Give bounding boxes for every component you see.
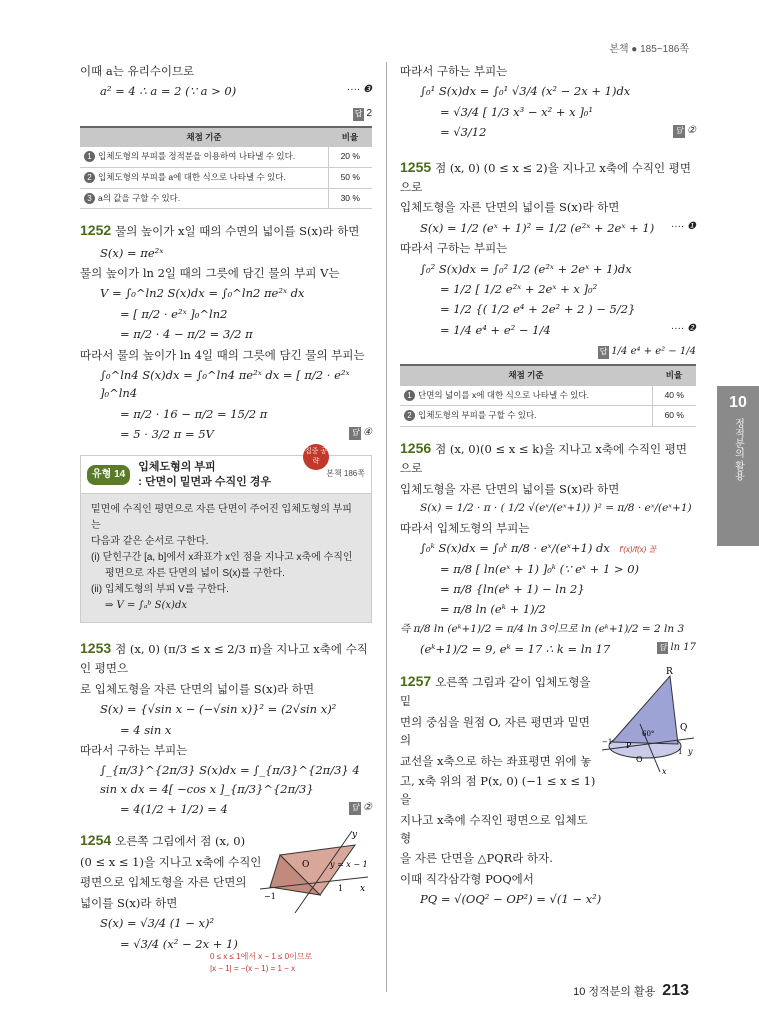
solution-final: (eᵏ+1)/2 = 9, eᵏ = 17 ∴ k = ln 17: [420, 641, 611, 656]
criteria-ratio: 40 %: [652, 386, 696, 406]
problem-1253: [80, 637, 372, 819]
chapter-tab-number: 10: [729, 394, 747, 411]
type-14-body: [81, 494, 371, 622]
fig-origin: O: [302, 859, 310, 870]
problem-text: 면의 중심을 원점 O, 자른 평면과 밑면의: [400, 714, 590, 748]
type-tag: 유형 14: [87, 465, 130, 485]
scoring-table-header-ratio: 비율: [328, 127, 372, 148]
problem-answer: 1/4 e⁴ + e² − 1/4: [611, 346, 696, 358]
criteria-text: 입체도형의 부피를 a에 대한 식으로 나타낼 수 있다.: [98, 171, 286, 182]
solution-line: [400, 321, 696, 339]
answer-badge-icon: 답: [353, 108, 365, 121]
answer-line: [400, 341, 696, 360]
intro-answer-value: 2: [366, 107, 372, 119]
table-row: [400, 386, 696, 406]
fig-o: O: [636, 754, 643, 764]
fig-y: y: [688, 746, 693, 756]
fig-line-label: y = x − 1: [330, 859, 368, 869]
solution-line: ∫₀² S(x)dx = ∫₀² 1/2 (e²ˣ + 2eˣ + 1)dx: [420, 261, 632, 276]
continuation-answer: ②: [687, 125, 696, 137]
solution-line: = π/8 {ln(eᵏ + 1) − ln 2}: [440, 582, 585, 596]
continuation-line: 따라서 구하는 부피는: [400, 64, 508, 78]
type-body-line: ⇒ V = ∫ₐᵇ S(x)dx: [105, 600, 187, 612]
intro-line-1: 이때 a는 유리수이므로: [80, 64, 195, 78]
scoring-table-header-ratio: 비율: [652, 365, 696, 386]
table-row: [80, 147, 372, 167]
fig-x: x: [360, 883, 366, 894]
solution-note: f′(x)/f(x) 꼴: [619, 545, 657, 555]
problem-answer: ②: [363, 802, 372, 814]
problem-text: 물의 높이가 x일 때의 수면의 넓이를 S(x)라 하면: [115, 224, 360, 239]
problem-1254: [80, 829, 372, 974]
problem-text: 교선을 x축으로 하는 좌표평면 위에 놓: [400, 753, 592, 768]
solution-line: V = ∫₀^ln2 S(x)dx = ∫₀^ln2 πe²ˣ dx: [100, 286, 305, 301]
answer-badge-icon: 답: [349, 427, 361, 440]
fig-one: 1: [678, 747, 683, 756]
scoring-table-header-criteria: 채점 기준: [80, 127, 328, 148]
problem-number: 1254: [80, 831, 112, 848]
footer-chapter: 10 정적분의 활용: [573, 986, 656, 998]
chapter-tab-title: 정적분의 활용: [732, 418, 744, 481]
problem-number: 1255: [400, 158, 432, 175]
solution-line: S(x) = πe²ˣ: [100, 245, 164, 260]
fig-r: R: [666, 666, 673, 677]
problem-1256: [400, 437, 696, 658]
type-body-line: 밑면에 수직인 평면으로 자른 단면이 주어진 입체도형의 부피는: [91, 504, 352, 532]
problem-number: 1256: [400, 439, 432, 456]
solution-expr: ∫₀ᵏ S(x)dx = ∫₀ᵏ π/8 · eˣ/(eˣ+1) dx: [420, 541, 610, 556]
answer-badge-icon: 답: [598, 346, 610, 359]
page-number: 213: [662, 982, 689, 999]
fig-x: x: [662, 766, 667, 776]
criteria-text: a의 값을 구할 수 있다.: [98, 192, 181, 203]
intro-equation: a² = 4 ∴ a = 2 (∵ a > 0): [100, 84, 237, 99]
right-column: [400, 62, 696, 911]
continuation-line: [400, 123, 696, 141]
solution-line: [400, 539, 696, 557]
problem-1252: [80, 219, 372, 443]
solution-line: 로 입체도형을 자른 단면의 넓이를 S(x)라 하면: [80, 681, 315, 696]
intro-line-2: [80, 82, 372, 100]
note-line: 0 ≤ x ≤ 1에서 x − 1 ≤ 0이므로: [210, 951, 313, 961]
step-number-icon: 3: [84, 193, 95, 204]
step-number-icon: 2: [84, 172, 95, 183]
continuation-line: = √3/4 [ 1/3 x³ − x² + x ]₀¹: [440, 104, 594, 119]
pyramid-figure: [260, 825, 372, 915]
table-row: [80, 167, 372, 188]
answer-badge-icon: 답: [657, 642, 669, 655]
solution-line: 따라서 구하는 부피는: [400, 241, 508, 256]
solution-line: 따라서 물의 높이가 ln 4일 때의 그릇에 담긴 물의 부피는: [80, 347, 365, 362]
fig-q: Q: [680, 722, 688, 733]
step-mark: ···· ❶: [670, 220, 696, 232]
solution-line: = 4 sin x: [120, 722, 172, 737]
problem-text: 지나고 x축에 수직인 평면으로 입체도형: [400, 812, 588, 846]
solution-line: = [ π/2 · e²ˣ ]₀^ln2: [120, 306, 228, 321]
problem-text: 점 (x, 0)(0 ≤ x ≤ k)을 지나고 x축에 수직인 평면으로: [400, 441, 687, 476]
solution-line: 물의 높이가 ln 2일 때의 그릇에 담긴 물의 부피 V는: [80, 265, 340, 280]
problem-text: 점 (x, 0) (π/3 ≤ x ≤ 2/3 π)을 지나고 x축에 수직인 평면으: [80, 642, 368, 676]
fig-p: P: [626, 740, 632, 750]
chapter-side-tab: [717, 386, 759, 546]
answer-badge-icon: 답: [349, 802, 361, 815]
step-mark: ···· ❷: [670, 322, 696, 334]
problem-1257: [400, 666, 696, 909]
solution-line: [400, 219, 696, 237]
table-row: [80, 188, 372, 209]
header-page-ref: 본책 ● 185~186쪽: [609, 44, 689, 55]
fig-y: y: [352, 829, 358, 840]
solution-expr: = 1/4 e⁴ + e² − 1/4: [440, 322, 551, 337]
problem-number: 1253: [80, 640, 112, 657]
solution-line: = π/2 · 16 − π/2 = 15/2 π: [120, 406, 268, 421]
problem-text: 오른쪽 그림에서 점 (x, 0): [115, 833, 246, 848]
fig-angle: 60°: [642, 729, 655, 738]
type-body-line: 평면으로 자른 단면의 넓이 S(x)를 구한다.: [105, 568, 285, 580]
solution-line: S(x) = {√sin x − (−√sin x)}² = (2√sin x)²: [100, 702, 337, 717]
continuation-line: ∫₀¹ S(x)dx = ∫₀¹ √3/4 (x² − 2x + 1)dx: [420, 84, 631, 99]
problem-text: (0 ≤ x ≤ 1)을 지나고 x축에 수직인: [80, 854, 262, 869]
problem-number: 1252: [80, 222, 112, 239]
continuation-final: = √3/12: [440, 125, 487, 140]
left-column: [80, 62, 372, 974]
problem-text: 평면으로 입체도형을 자른 단면의: [80, 875, 247, 890]
step-number-icon: 2: [404, 410, 415, 421]
problem-answer: ④: [363, 427, 372, 439]
fig-minus-one: −1: [264, 891, 276, 901]
problem-text: 입체도형을 자른 단면의 넓이를 S(x)라 하면: [400, 200, 620, 215]
step-number-icon: 1: [84, 151, 95, 162]
fig-one: 1: [338, 883, 344, 893]
solution-line: 즉 π/8 ln (eᵏ+1)/2 = π/4 ln 3이므로 ln (eᵏ+1)/2 = 2 ln 3: [400, 622, 685, 635]
type-14-box: [80, 448, 372, 623]
solution-note: [210, 951, 370, 977]
scoring-table-1: [80, 126, 372, 209]
solution-line: [400, 640, 696, 658]
problem-text: 고, x축 위의 점 P(x, 0) (−1 ≤ x ≤ 1)을: [400, 773, 596, 807]
intro-answer: [80, 103, 372, 122]
problem-text: 점 (x, 0) (0 ≤ x ≤ 2)을 지나고 x축에 수직인 평면으로: [400, 160, 691, 194]
answer-badge-icon: 답: [673, 125, 685, 138]
note-line: |x − 1| = −(x − 1) = 1 − x: [210, 964, 296, 974]
scoring-table-header-criteria: 채점 기준: [400, 365, 652, 386]
solution-line: = π/8 ln (eᵏ + 1)/2: [440, 602, 546, 617]
focus-badge-icon: 집중 공략: [303, 444, 329, 470]
type-title-line-2: : 단면이 밑면과 수직인 경우: [138, 475, 272, 488]
solution-line: 이때 직각삼각형 POQ에서: [400, 871, 534, 886]
problem-answer: ln 17: [670, 641, 696, 653]
solution-line: [80, 425, 372, 443]
criteria-ratio: 60 %: [652, 406, 696, 427]
problem-text: 넓이를 S(x)라 하면: [80, 895, 178, 910]
criteria-ratio: 30 %: [328, 188, 372, 209]
solution-line: S(x) = √3/4 (1 − x)²: [100, 916, 215, 931]
solution-line: [80, 800, 372, 818]
solution-line: = π/2 · 4 − π/2 = 3/2 π: [120, 327, 253, 342]
page-footer: [573, 982, 689, 1000]
type-book-ref: 본책 186쪽: [326, 469, 365, 479]
intro-step-mark: ···· ❸: [346, 84, 372, 96]
solution-final: = 4(1/2 + 1/2) = 4: [120, 802, 228, 817]
solution-line: = π/8 [ ln(eˣ + 1) ]₀ᵏ (∵ eˣ + 1 > 0): [440, 561, 640, 576]
type-body-line: 다음과 같은 순서로 구한다.: [91, 536, 209, 548]
criteria-ratio: 50 %: [328, 167, 372, 188]
solution-line: S(x) = 1/2 · π · ( 1/2 √(eˣ/(eˣ+1)) )² = π/8 · eˣ/(eˣ+1): [420, 502, 692, 515]
solution-line: = 1/2 {( 1/2 e⁴ + 2e² + 2 ) − 5/2}: [440, 302, 636, 317]
type-title-line-1: 입체도형의 부피: [138, 461, 216, 474]
solution-line: PQ = √(OQ² − OP²) = √(1 − x²): [420, 892, 602, 907]
type-body-line: (ii) 입체도형의 부피 V를 구한다.: [91, 584, 229, 596]
criteria-text: 단면의 넓이를 x에 대한 식으로 나타낼 수 있다.: [418, 389, 589, 400]
solution-line: 따라서 구하는 부피는: [80, 743, 188, 757]
solution-line: = 1/2 [ 1/2 e²ˣ + 2eˣ + x ]₀²: [440, 281, 598, 296]
criteria-ratio: 20 %: [328, 147, 372, 167]
solution-line: ∫_{π/3}^{2π/3} S(x)dx = ∫_{π/3}^{2π/3} 4 sin x dx = 4[ −cos x ]_{π/3}^{2π/3}: [100, 763, 360, 796]
fig-minus-one: −1: [602, 737, 613, 746]
criteria-text: 입체도형의 부피를 정적분을 이용하여 나타낼 수 있다.: [98, 151, 296, 162]
problem-number: 1257: [400, 672, 432, 689]
step-number-icon: 1: [404, 390, 415, 401]
problem-1255: [400, 156, 696, 361]
solution-line: = √3/4 (x² − 2x + 1): [120, 936, 238, 951]
problem-text: 을 자른 단면을 △PQR라 하자.: [400, 851, 553, 866]
scoring-table-2: [400, 364, 696, 427]
solution-final: = 5 · 3/2 π = 5V: [120, 427, 214, 442]
wedge-figure: [600, 666, 696, 776]
problem-text: 오른쪽 그림과 같이 입체도형을 밑: [400, 674, 591, 709]
column-divider: [386, 62, 387, 992]
solution-expr: S(x) = 1/2 (eˣ + 1)² = 1/2 (e²ˣ + 2eˣ + 1): [420, 220, 655, 235]
type-title: [138, 460, 326, 489]
type-body-line: (i) 닫힌구간 [a, b]에서 x좌표가 x인 점을 지나고 x축에 수직인: [91, 552, 353, 564]
solution-line: 따라서 입체도형의 부피는: [400, 520, 530, 535]
problem-text: 입체도형을 자른 단면의 넓이를 S(x)라 하면: [400, 481, 620, 496]
table-row: [400, 406, 696, 427]
criteria-text: 입체도형의 부피를 구할 수 있다.: [418, 410, 537, 421]
solution-line: ∫₀^ln4 S(x)dx = ∫₀^ln4 πe²ˣ dx = [ π/2 · e²ˣ ]₀^ln4: [100, 367, 350, 401]
